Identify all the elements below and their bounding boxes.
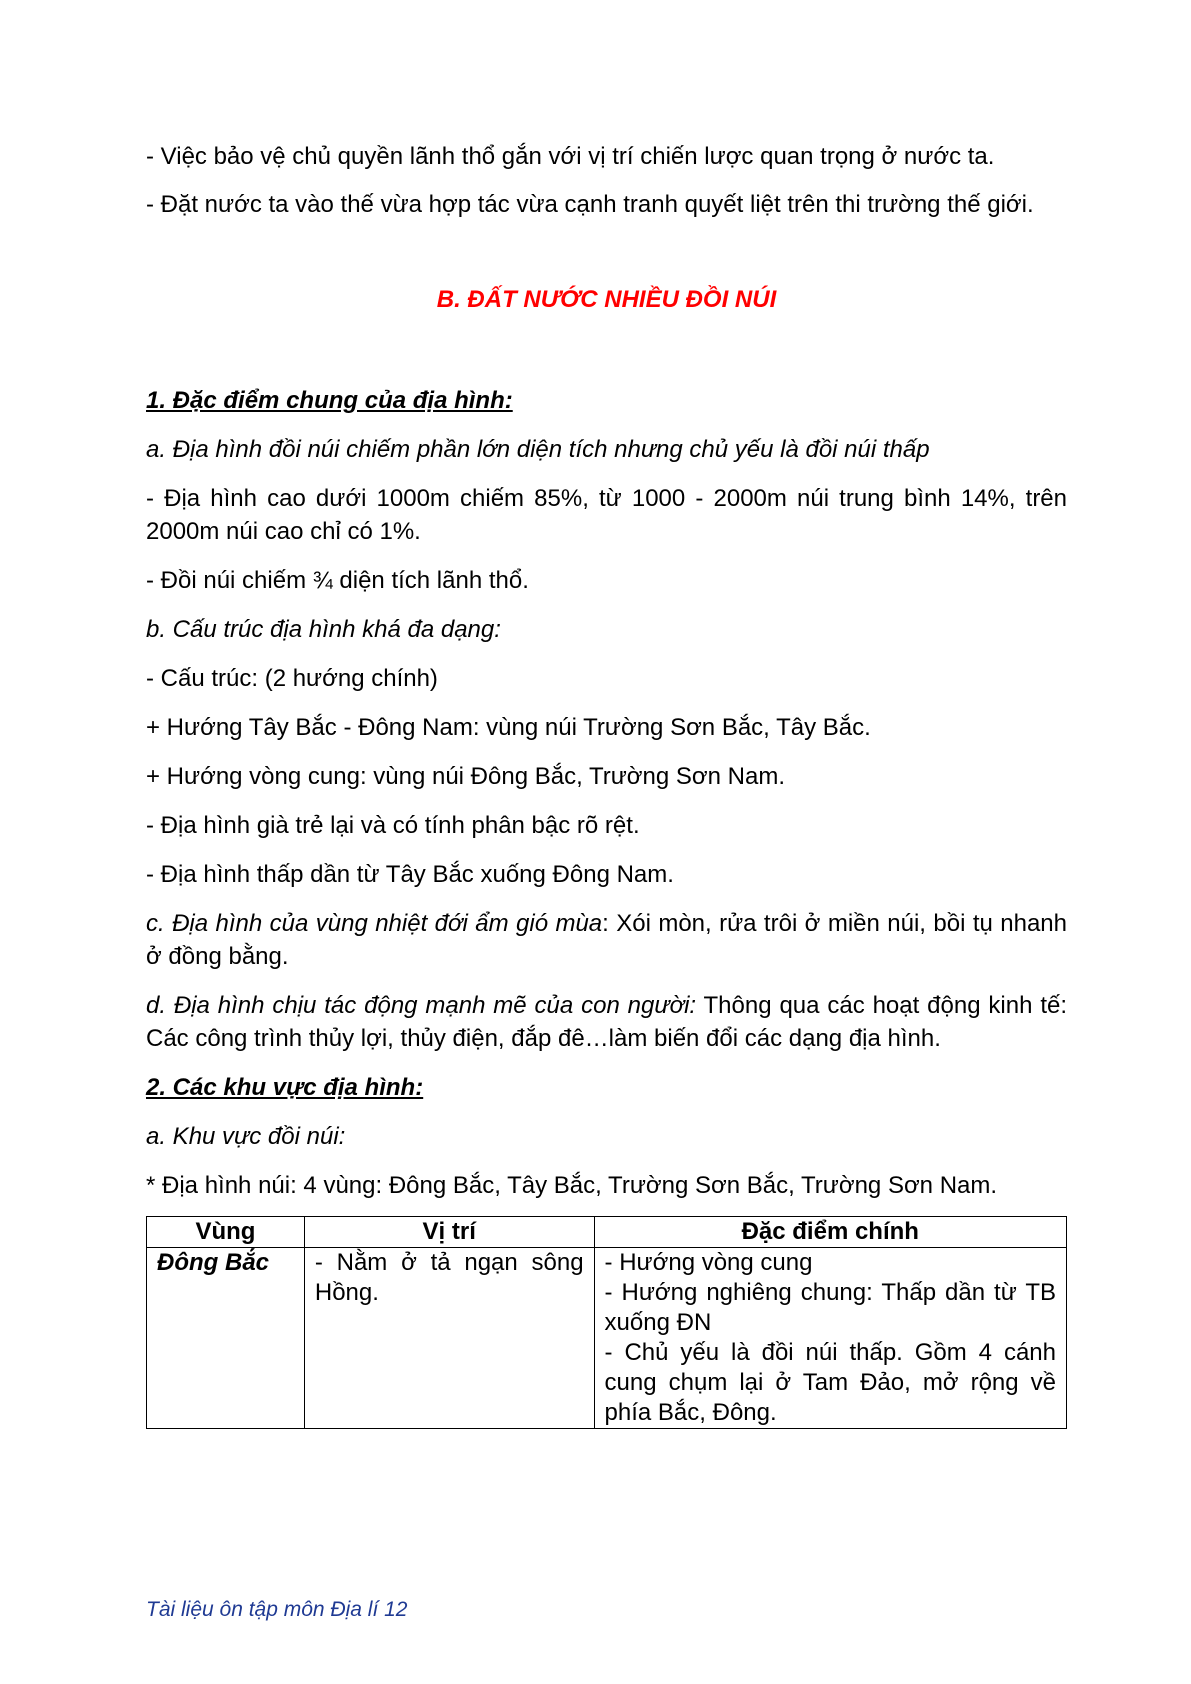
- document-page: [146, 140, 1067, 1429]
- table-row: [147, 1248, 1067, 1429]
- feature-line-2: - Hướng nghiêng chung: Thấp dần từ TB xuống ĐN: [604, 1279, 1056, 1336]
- table-cell-location: - Nằm ở tả ngạn sông Hồng.: [304, 1248, 594, 1429]
- paragraph-1d: [146, 989, 1067, 1055]
- terrain-table: [146, 1216, 1067, 1429]
- subheading-1b: b. Cấu trúc địa hình khá đa dạng:: [146, 616, 501, 643]
- table-cell-features: [594, 1248, 1066, 1429]
- feature-line-1: - Hướng vòng cung: [604, 1249, 813, 1276]
- subheading-1a: a. Địa hình đồi núi chiếm phần lớn diện tích nhưng chủ yếu là đồi núi thấp: [146, 436, 930, 463]
- paragraph-2-note: * Địa hình núi: 4 vùng: Đông Bắc, Tây Bắc, Trường Sơn Bắc, Trường Sơn Nam.: [146, 1172, 998, 1199]
- paragraph-1b-2: + Hướng Tây Bắc - Đông Nam: vùng núi Trường Sơn Bắc, Tây Bắc.: [146, 714, 871, 741]
- paragraph-1a-2: - Đồi núi chiếm ¾ diện tích lãnh thổ.: [146, 567, 529, 594]
- table-header-features: Đặc điểm chính: [594, 1217, 1066, 1248]
- paragraph-1b-5: - Địa hình thấp dần từ Tây Bắc xuống Đông Nam.: [146, 861, 674, 888]
- subheading-1d: d. Địa hình chịu tác động mạnh mẽ của con người:: [146, 992, 697, 1019]
- heading-part-2: 2. Các khu vực địa hình:: [146, 1074, 424, 1101]
- feature-line-3: - Chủ yếu là đồi núi thấp. Gồm 4 cánh cung chụm lại ở Tam Đảo, mở rộng về phía Bắc, Đông.: [604, 1339, 1056, 1426]
- table-header-location: Vị trí: [304, 1217, 594, 1248]
- paragraph-1c-text: : Xói mòn, rửa trôi ở miền núi, bồi tụ nhanh ở đồng bằng.: [146, 910, 1067, 970]
- subheading-1c: c. Địa hình của vùng nhiệt đới ẩm gió mùa: [146, 910, 603, 937]
- table-header-region: Vùng: [147, 1217, 305, 1248]
- paragraph-1b-4: - Địa hình già trẻ lại và có tính phân bậc rõ rệt.: [146, 812, 640, 839]
- intro-paragraph-2: - Đặt nước ta vào thế vừa hợp tác vừa cạnh tranh quyết liệt trên thi trường thế giới.: [146, 191, 1034, 218]
- heading-part-1: 1. Đặc điểm chung của địa hình:: [146, 387, 513, 414]
- subheading-2a: a. Khu vực đồi núi:: [146, 1123, 346, 1150]
- page-footer: Tài liệu ôn tập môn Địa lí 12: [146, 1598, 408, 1621]
- table-cell-region: Đông Bắc: [147, 1248, 305, 1429]
- intro-paragraph-1: - Việc bảo vệ chủ quyền lãnh thổ gắn với vị trí chiến lược quan trọng ở nước ta.: [146, 143, 995, 170]
- paragraph-1c: [146, 907, 1067, 973]
- table-header-row: [147, 1217, 1067, 1248]
- paragraph-1b-3: + Hướng vòng cung: vùng núi Đông Bắc, Trường Sơn Nam.: [146, 763, 786, 790]
- paragraph-1d-text: Thông qua các hoạt động kinh tế: Các công trình thủy lợi, thủy điện, đắp đê…làm biến đổi các dạng địa hình.: [146, 992, 1068, 1052]
- paragraph-1b-1: - Cấu trúc: (2 hướng chính): [146, 665, 438, 692]
- paragraph-1a-1: - Địa hình cao dưới 1000m chiếm 85%, từ 1000 - 2000m núi trung bình 14%, trên 2000m núi cao chỉ có 1%.: [146, 485, 1067, 545]
- section-title: B. ĐẤT NƯỚC NHIỀU ĐỒI NÚI: [436, 286, 777, 313]
